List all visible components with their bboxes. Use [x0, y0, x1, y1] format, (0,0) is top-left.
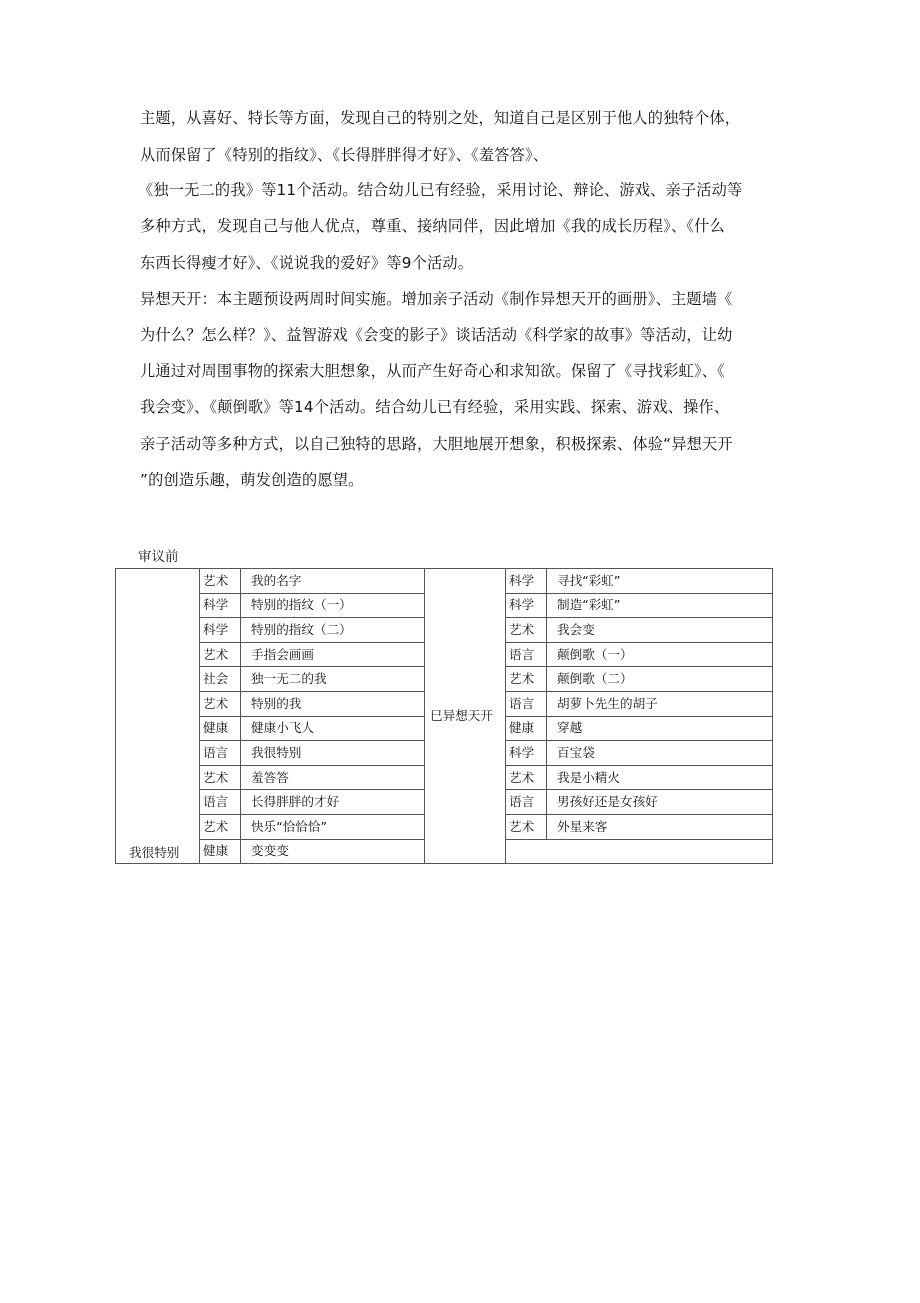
left-activity-cell: 我的名字: [241, 569, 425, 594]
left-subject-cell: 语言: [200, 741, 241, 766]
paragraph-line: 主题，从喜好、特长等方面，发现自己的特别之处，知道自己是区别于他人的独特个体，: [140, 109, 741, 127]
theme-left-cell: 我很特别: [116, 569, 200, 864]
paragraph-line: 多种方式，发现自己与他人优点，尊重、接纳同伴，因此增加《我的成长历程》、《什么: [140, 217, 725, 235]
left-subject-cell: 健康: [200, 839, 241, 864]
right-activity-cell: 百宝袋: [547, 741, 773, 766]
right-subject-cell: 语言: [506, 790, 547, 815]
left-activity-cell: 健康小飞人: [241, 716, 425, 741]
left-activity-cell: 变变变: [241, 839, 425, 864]
paragraph-line: 东西长得瘦才好》、《说说我的爱好》等9个活动。: [140, 254, 474, 272]
left-subject-cell: 语言: [200, 790, 241, 815]
right-subject-cell: 艺术: [506, 814, 547, 839]
right-activity-cell: 寻找“彩虹”: [547, 569, 773, 594]
right-activity-cell: 胡萝卜先生的胡子: [547, 691, 773, 716]
right-activity-cell: 我是小精火: [547, 765, 773, 790]
left-activity-cell: 特别的我: [241, 691, 425, 716]
right-activity-cell: 外星来客: [547, 814, 773, 839]
paragraph-line: 《独一无二的我》等11个活动。结合幼儿已有经验，采用讨论、辩论、游戏、亲子活动等: [138, 181, 743, 199]
table-row: [116, 569, 773, 594]
right-subject-cell: 语言: [506, 642, 547, 667]
right-subject-cell: 艺术: [506, 765, 547, 790]
right-subject-cell: 科学: [506, 593, 547, 618]
left-activity-cell: 手指会画画: [241, 642, 425, 667]
right-subject-cell: 语言: [506, 691, 547, 716]
paragraph-line: 儿通过对周围事物的探索大胆想象，从而产生好奇心和求知欲。保留了《寻找彩虹》、《: [140, 362, 725, 380]
right-subject-cell: 艺术: [506, 618, 547, 643]
left-activity-cell: 快乐“恰恰恰”: [241, 814, 425, 839]
left-activity-cell: 独一无二的我: [241, 667, 425, 692]
left-subject-cell: 健康: [200, 716, 241, 741]
right-activity-cell: 颠倒歌（二）: [547, 667, 773, 692]
table-caption: 审议前: [138, 549, 179, 565]
left-activity-cell: 特别的指纹（二）: [241, 618, 425, 643]
right-activity-cell: 男孩好还是女孩好: [547, 790, 773, 815]
left-subject-cell: 科学: [200, 593, 241, 618]
paragraph-line: 从而保留了《特别的指纹》、《长得胖胖得才好》、《羞答答》、: [140, 146, 549, 164]
theme-right-cell: 巳异想天开: [425, 569, 506, 864]
left-subject-cell: 艺术: [200, 642, 241, 667]
left-activity-cell: 我很特别: [241, 741, 425, 766]
activity-table-body: [116, 569, 773, 864]
right-activity-cell: 制造“彩虹”: [547, 593, 773, 618]
left-activity-cell: 羞答答: [241, 765, 425, 790]
paragraph-line: ”的创造乐趣，萌发创造的愿望。: [140, 471, 364, 489]
left-activity-cell: 长得胖胖的才好: [241, 790, 425, 815]
left-subject-cell: 科学: [200, 618, 241, 643]
left-subject-cell: 艺术: [200, 569, 241, 594]
right-subject-cell: 科学: [506, 741, 547, 766]
left-subject-cell: 艺术: [200, 691, 241, 716]
paragraph-line: 亲子活动等多种方式，以自己独特的思路，大胆地展开想象，积极探索、体验“异想天开: [140, 435, 733, 453]
right-activity-cell: 我会变: [547, 618, 773, 643]
left-subject-cell: 艺术: [200, 814, 241, 839]
right-subject-cell: 健康: [506, 716, 547, 741]
right-subject-cell: 科学: [506, 569, 547, 594]
right-activity-cell: 颠倒歌（一）: [547, 642, 773, 667]
paragraph-line: 为什么？怎么样？》、益智游戏《会变的影子》谈话活动《科学家的故事》等活动，让幼: [140, 326, 733, 344]
paragraph-line: 我会变》、《颠倒歌》等14个活动。结合幼儿已有经验，采用实践、探索、游戏、操作、: [140, 398, 730, 416]
paragraph-line: 异想天开：本主题预设两周时间实施。增加亲子活动《制作异想天开的画册》、主题墙《: [140, 290, 733, 308]
left-subject-cell: 艺术: [200, 765, 241, 790]
left-activity-cell: 特别的指纹（一）: [241, 593, 425, 618]
left-subject-cell: 社会: [200, 667, 241, 692]
empty-cell: [506, 839, 773, 864]
activity-table: [115, 568, 773, 864]
right-subject-cell: 艺术: [506, 667, 547, 692]
right-activity-cell: 穿越: [547, 716, 773, 741]
